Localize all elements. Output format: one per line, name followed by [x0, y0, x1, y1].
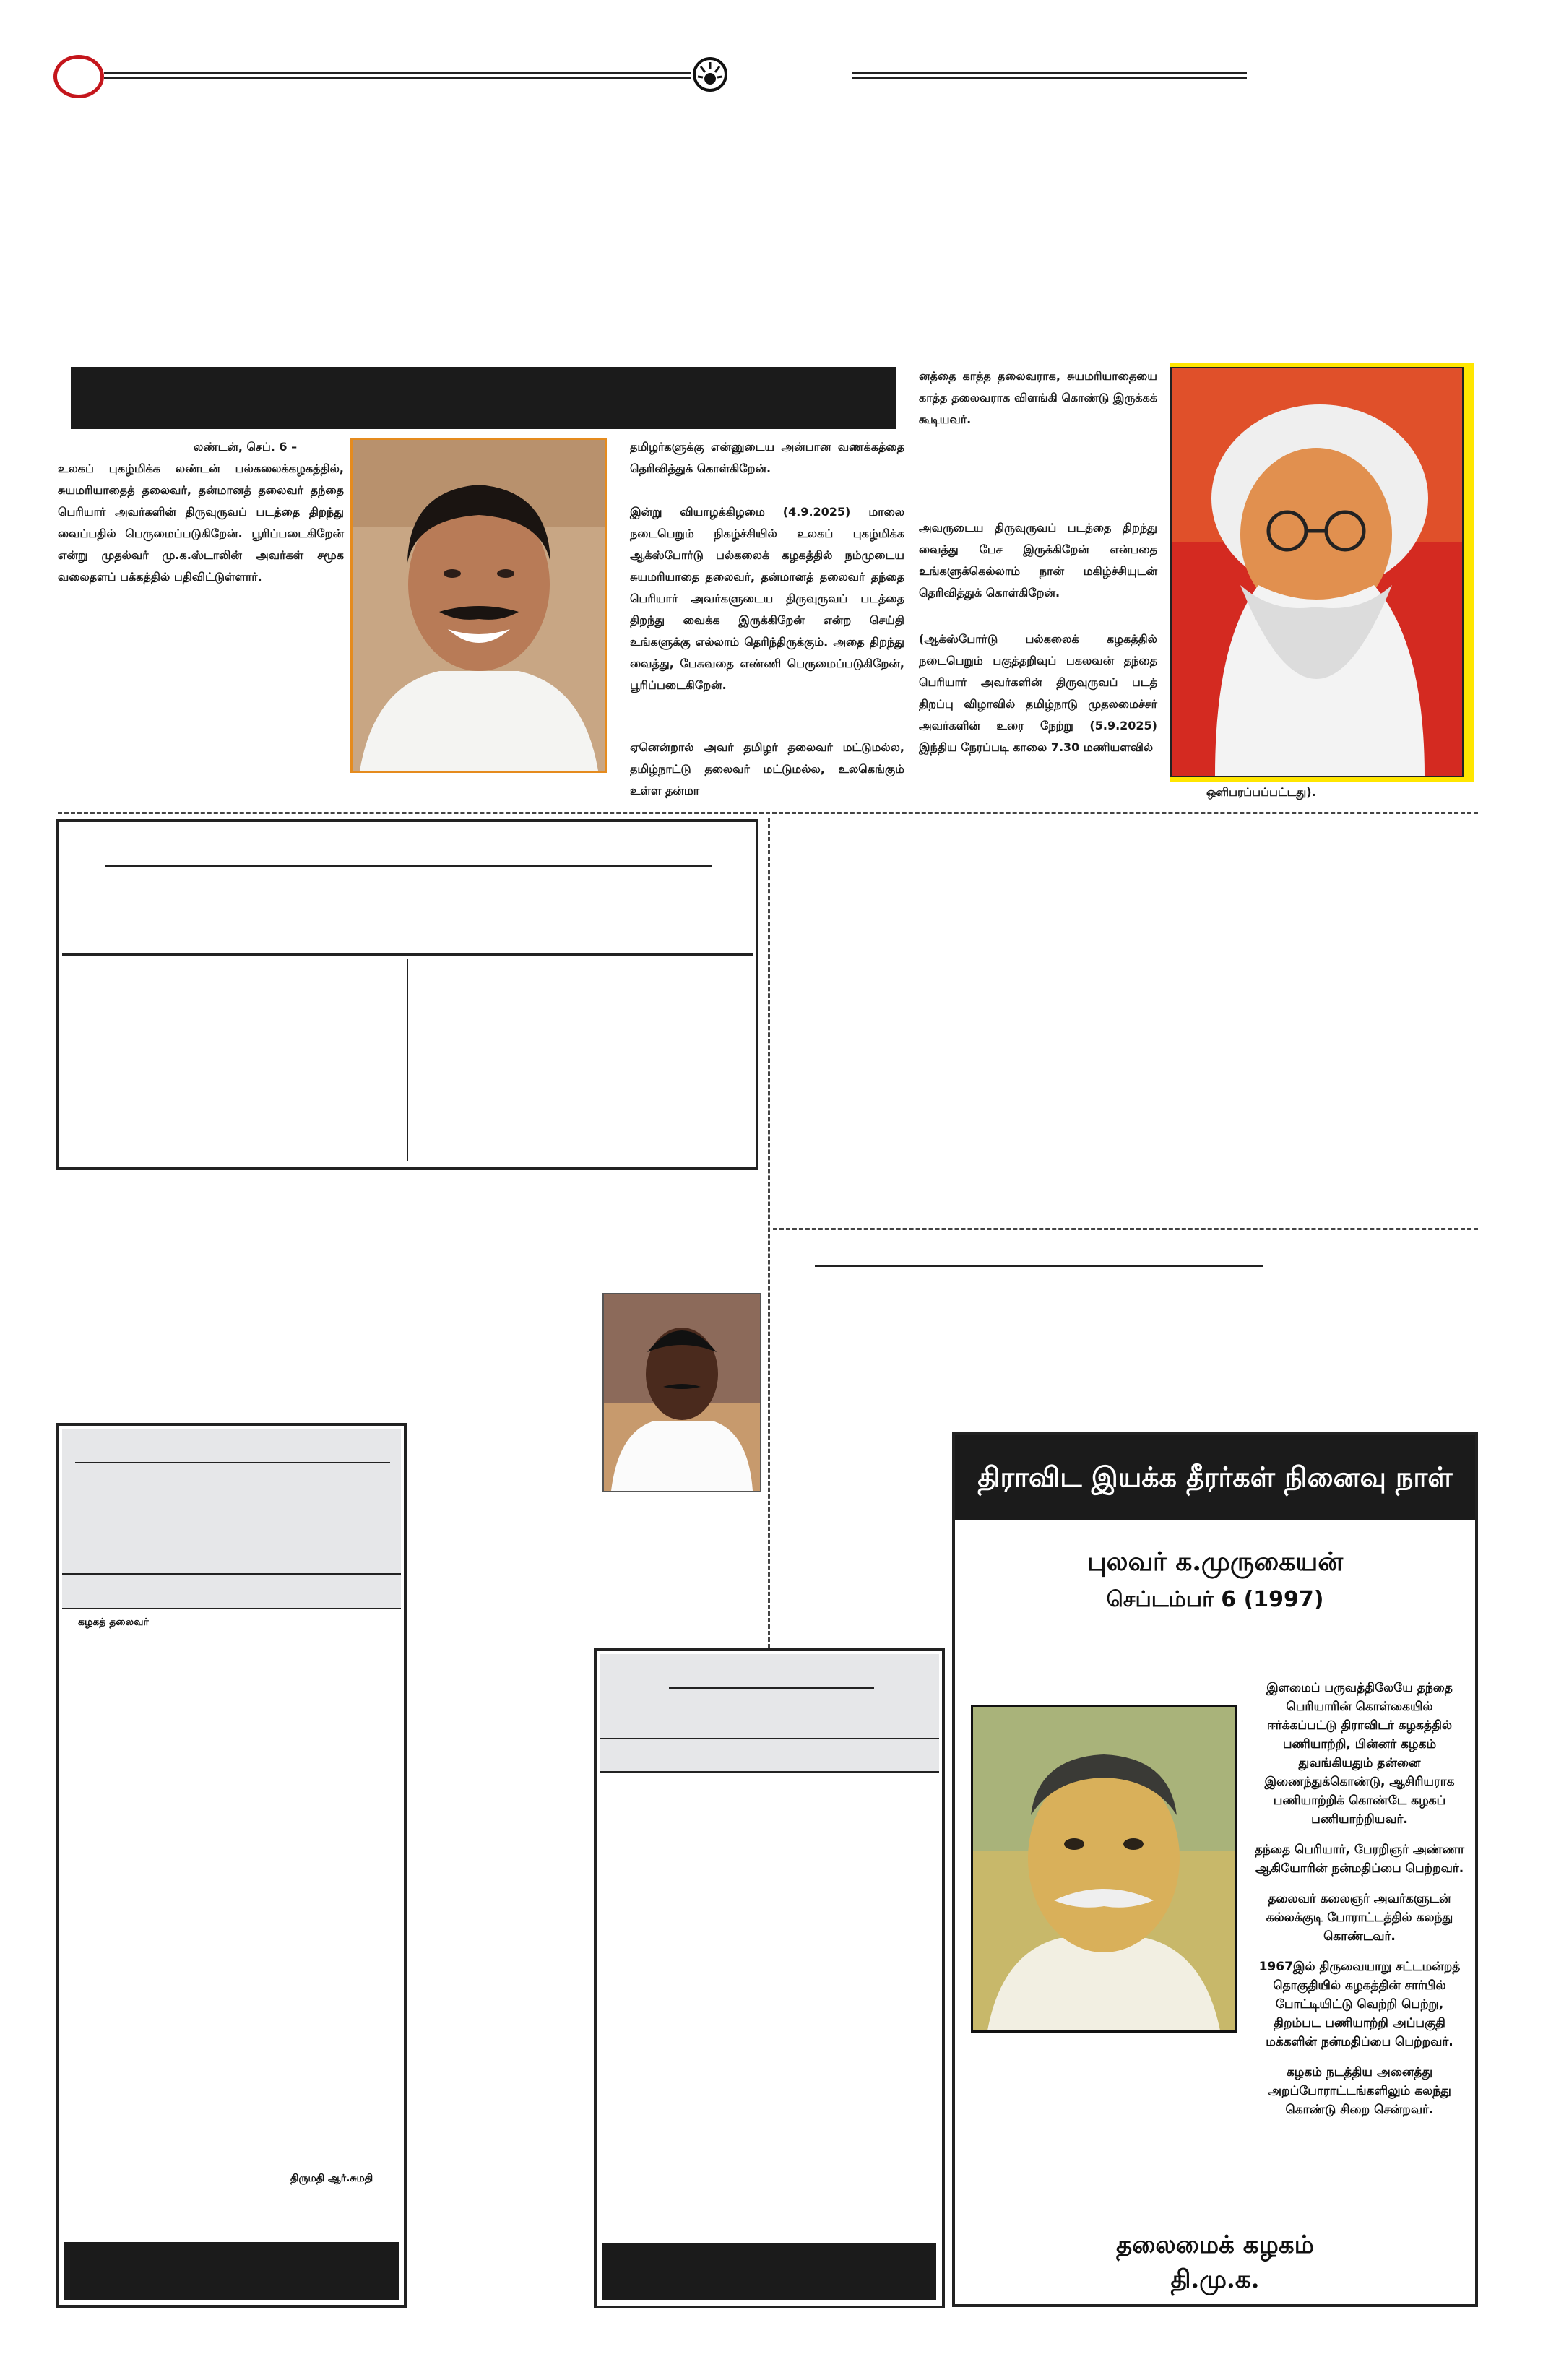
- notice-box-divider: [62, 953, 753, 956]
- notice-box-title-rule: [105, 865, 712, 867]
- notice-box-middle-divider-2: [600, 1771, 939, 1773]
- memorial-banner: [955, 1435, 1475, 1520]
- memorial-bio: [1251, 1679, 1468, 2117]
- notice-box-middle-subheader: [600, 1739, 939, 1771]
- notice-box-middle-header: [600, 1654, 939, 1738]
- notice-box-left-subheader: [62, 1575, 401, 1608]
- lead-column-3-para-2: அவருடைய திருவுருவப் படத்தை திறந்து வைத்து பேச இருக்கிறேன் என்பதை உங்களுக்கெல்லாம் நான் மகிழ்ச்சியுடன் தெரிவித்துக் கொள்கிறேன்.: [919, 521, 1157, 600]
- memorial-person-name: புலவர் க.முருகையன்: [1086, 1546, 1344, 1577]
- lead-column-2-para-2: இன்று வியாழக்கிழமை (4.9.2025) மாலை நடைபெறும் நிகழ்ச்சியில் உலகப் புகழ்மிக்க ஆக்ஸ்போர்டு பல்கலைக் கழகத்தில் நம்முடைய சுயமரியாதை தலைவர், தன்மானத் தலைவர் தந்தை பெரியார் அவர்களுடைய திருவுருவப் படத்தை திறந்து வைக்க இருக்கிறேன் என்ற செய்தி உங்களுக்கு எல்லாம் தெரிந்திருக்கும். அதை திறந்து வைத்து, பேசுவதை எண்ணி பெருமைப்படுகிறேன், பூரிப்படைகிறேன்.: [630, 505, 904, 692]
- header-rule-left-thin: [104, 77, 691, 79]
- notice-box-left-footer: [64, 2242, 399, 2300]
- page-number-badge: [53, 55, 104, 98]
- memorial-footer-line-2: தி.மு.க.: [1170, 2265, 1260, 2294]
- notice-box-left-signature: திருமதி ஆர்.சுமதி: [290, 2173, 373, 2184]
- chief-minister-photo: [350, 438, 607, 773]
- section-divider-horizontal: [58, 812, 1478, 814]
- notice-box-left-header: [62, 1429, 401, 1573]
- memorial-bio-para-5: கழகம் நடத்திய அனைத்து அறப்போராட்டங்களிலும் கலந்து கொண்டு சிறை சென்றவர்.: [1268, 2065, 1451, 2117]
- notice-box-middle: [594, 1648, 945, 2308]
- rising-sun-icon: [692, 56, 728, 92]
- memorial-bio-para-3: தலைவர் கலைஞர் அவர்களுடன் கல்லக்குடி போராட்டத்தில் கலந்து கொண்டவர்.: [1266, 1892, 1453, 1944]
- notice-box-left: [56, 1423, 407, 2308]
- memorial-box: [952, 1432, 1478, 2307]
- memorial-banner-title: திராவிட இயக்க தீரர்கள் நினைவு நாள்: [977, 1461, 1453, 1493]
- memorial-date: செப்டம்பர் 6 (1997): [1106, 1587, 1324, 1612]
- notice-box-left-rule: [75, 1462, 390, 1463]
- lead-column-3-para-3: (ஆக்ஸ்போர்டு பல்கலைக் கழகத்தில் நடைபெறும் பகுத்தறிவுப் பகலவன் தந்தை பெரியார் அவர்களின் திருவுருவப் படத் திறப்பு விழாவில் தமிழ்நாடு முதலமைச்சர் அவர்களின் உரை நேற்று (5.9.2025) இந்திய நேரப்படி காலை 7.30 மணியளவில்: [919, 632, 1157, 754]
- memorial-footer-line-1: தலைமைக் கழகம்: [1116, 2230, 1314, 2259]
- memorial-bio-para-4: 1967இல் திருவையாறு சட்டமன்றத் தொகுதியில் கழகத்தின் சார்பில் போட்டியிட்டு வெற்றி பெற்று, திறம்பட பணியாற்றி அப்பகுதி மக்களின் நன்மதிப்பை பெற்றவர்.: [1258, 1960, 1461, 2049]
- lead-column-3-tail: ஒளிபரப்பப்பட்டது).: [1206, 785, 1316, 799]
- notice-box-middle-rule: [669, 1687, 874, 1689]
- notice-box-middle-footer: [602, 2243, 936, 2300]
- header-rule-right: [852, 72, 1247, 74]
- notice-box-left-label: கழகத் தலைவர்: [78, 1617, 149, 1628]
- lead-column-3-para-1: னத்தை காத்த தலைவராக, சுயமரியாதையை காத்த தலைவராக விளங்கி கொண்டு இருக்கக் கூடியவர்.: [919, 369, 1157, 426]
- notice-box-top: [56, 819, 758, 1170]
- section-divider-vertical: [768, 818, 770, 1648]
- notice-box-left-divider-2: [62, 1608, 401, 1609]
- memorial-bio-para-1: இளமைப் பருவத்திலேயே தந்தை பெரியாரின் கொள்கையில் ஈர்க்கப்பட்டு திராவிடர் கழகத்தில் பணியாற்றி, பின்னர் கழகம் துவங்கியதும் தன்னை இணைந்துக்கொண்டு, ஆசிரியராக பணியாற்றிக் கொண்டே கழகப் பணியாற்றியவர்.: [1264, 1681, 1455, 1827]
- page-header: [0, 0, 1543, 116]
- lead-column-1: உலகப் புகழ்மிக்க லண்டன் பல்கலைக்கழகத்தில், சுயமரியாதைத் தலைவர், தன்மானத் தலைவர் தந்தை பெரியார் அவர்களின் திருவுருவப் படத்தை திறந்து வைப்பதில் பெருமைப்படுகிறேன். பூரிப்படைகிறேன் என்று முதல்வர் மு.க.ஸ்டாலின் அவர்கள் சமூக வலைதளப் பக்கத்தில் பதிவிட்டுள்ளார்.: [58, 462, 344, 584]
- header-rule-left: [104, 72, 691, 74]
- leader-photo: [602, 1293, 761, 1492]
- memorial-bio-para-2: தந்தை பெரியார், பேரறிஞர் அண்ணா ஆகியோரின் நன்மதிப்பை பெற்றவர்.: [1254, 1843, 1465, 1876]
- headline-bar: [71, 367, 896, 429]
- header-rule-right-thin: [852, 77, 1247, 79]
- right-section-rule: [815, 1265, 1263, 1267]
- lead-dateline: லண்டன், செப். 6 –: [194, 440, 298, 454]
- lead-column-2-para-1: தமிழர்களுக்கு என்னுடைய அன்பான வணக்கத்தை தெரிவித்துக் கொள்கிறேன்.: [630, 440, 904, 475]
- periyar-portrait: [1170, 363, 1474, 782]
- notice-box-column-rule: [407, 959, 408, 1161]
- right-section-divider: [773, 1228, 1478, 1230]
- lead-column-2-para-3: ஏனென்றால் அவர் தமிழர் தலைவர் மட்டுமல்ல, தமிழ்நாட்டு தலைவர் மட்டுமல்ல, உலகெங்கும் உள்ள தன்மா: [630, 740, 904, 797]
- memorial-portrait: [971, 1705, 1237, 2033]
